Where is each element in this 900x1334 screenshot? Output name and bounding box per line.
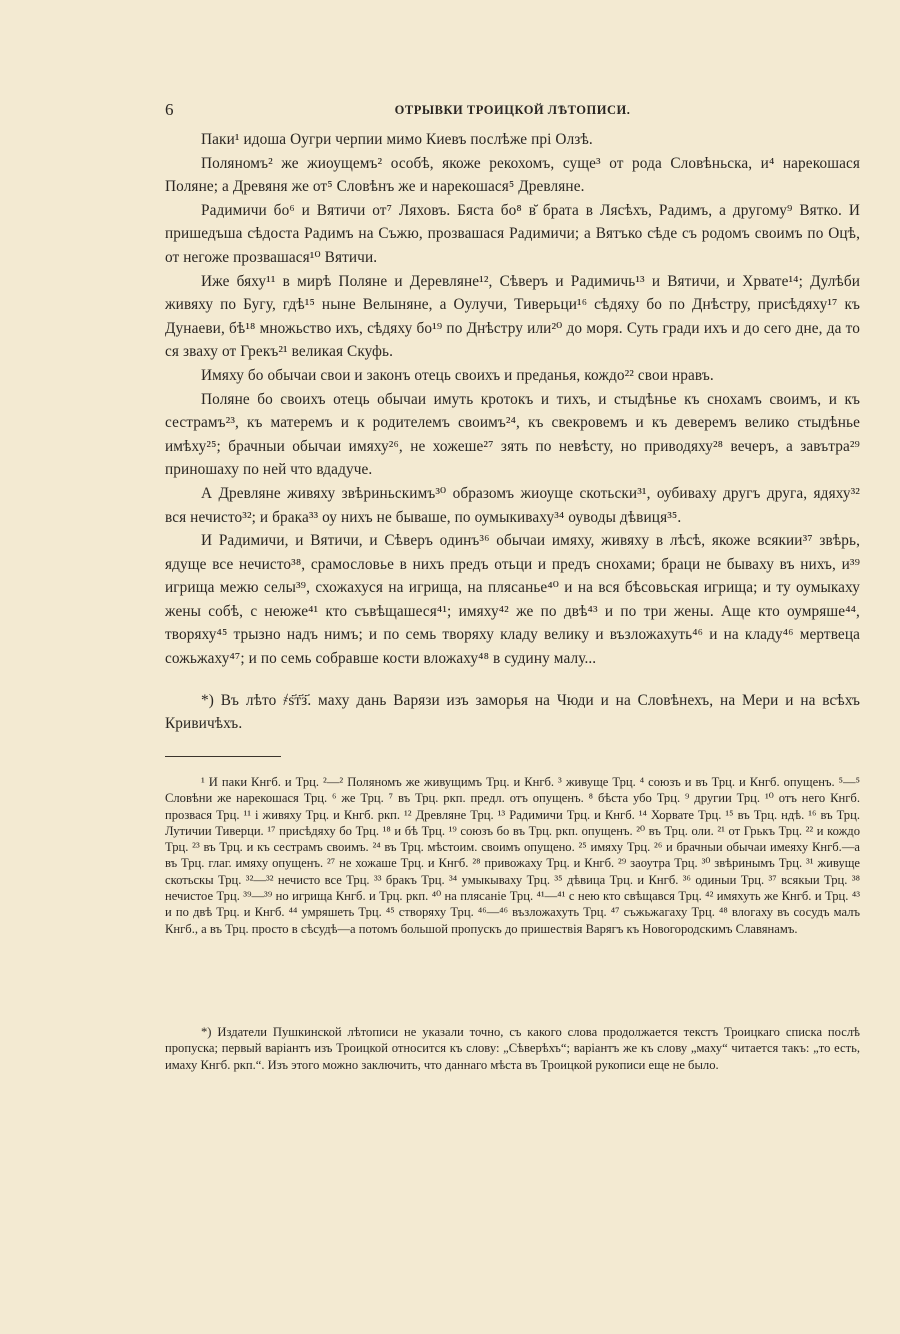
page-header — [165, 100, 860, 124]
paragraph: Радимичи бо⁶ и Вятичи от⁷ Ляховъ. Бяста бо⁸ в̆ брата в Лясѣхъ, Радимъ, а другому⁹ Вятко. И пришедъша сѣдоста Радимъ на Съжю, прозвашася Радимичи; а Вятъко сѣде съ родомъ своимъ по Оцѣ, от негоже прозвашася¹⁰ Вятичи. — [165, 201, 860, 266]
running-title: ОТРЫВКИ ТРОИЦКОЙ ЛѢТОПИСИ. — [394, 103, 631, 117]
chronicle-text — [165, 128, 860, 736]
paragraph: И Радимичи, и Вятичи, и Сѣверъ одинъ³⁶ обычаи имяху, живяху в лѣсѣ, якоже всякии³⁷ звѣрь, ядуще все нечисто³⁸, срамословье в нихъ предъ отьци и предъ снохами; браци не бываху въ нихъ, и³⁹ игрища межю селы³⁹, схожахуся на игрища, на плясанье⁴⁰ и на вся бѣсовьская игрища; и ту оумыкаху жены собѣ, с неюже⁴¹ кто съвѣщашеся⁴¹; имяху⁴² же по двѣ⁴³ и по три жены. Аще кто оумряше⁴⁴, творяху⁴⁵ трызно надъ нимъ; и по семь творяху кладу велику и възложахуть⁴⁶ и на кладу⁴⁶ мертвеца сожьжаху⁴⁷; и по семь собравше кости вложаху⁴⁸ в судину малу... — [165, 532, 860, 668]
paragraph: Иже бяху¹¹ в мирѣ Поляне и Деревляне¹², Сѣверъ и Радимичь¹³ и Вятичи, и Хрвате¹⁴; Дулѣби живяху по Бугу, гдѣ¹⁵ ныне Велыняне, а Оулучи, Тиверьци¹⁶ сѣдяху бо по Днѣстру, присѣдяху¹⁷ къ Дунаеви, бѣ¹⁸ множьство ихъ, сѣдяху бо¹⁹ по Днѣстру или²⁰ до моря. Суть гради ихъ и до сего дне, да то ся зваху от Грекъ²¹ великая Скуфь. — [165, 272, 860, 361]
footnotes — [165, 774, 860, 937]
paragraph: Поляне бо своихъ отець обычаи имуть кротокъ и тихъ, и стыдѣнье къ снохамъ своимъ, и къ сестрамъ²³, къ матеремъ и к родителемъ своимъ²⁴, къ свекровемъ и къ деверемъ велико стыдѣнье имѣху²⁵; брачныи обычаи имяху²⁶, не хожеше²⁷ зять по невѣсту, но приводяху²⁸ вечеръ, а завътра²⁹ приношаху по ней что вдадуче. — [165, 390, 860, 479]
page-number: 6 — [165, 100, 174, 119]
chronicle-note: *) Въ лѣто ҂ѕ҃т҃з҃. маху дань Варязи изъ заморья на Чюди и на Словѣнехъ, на Мери и на всѣхъ Кривичѣхъ. — [165, 691, 860, 733]
footnote-apparatus: ¹ И паки Кнгб. и Трц. ²—² Поляномъ же живущимъ Трц. и Кнгб. ³ живуще Трц. ⁴ союзъ и въ Трц. и Кнгб. опущенъ. ⁵—⁵ Словѣни же нарекошася Трц. ⁶ же Трц. ⁷ въ Трц. ркп. предл. отъ опущенъ. ⁸ бѣста убо Трц. ⁹ другии Трц. ¹⁰ отъ него Кнгб. прозвася Трц. ¹¹ і живяху Трц. и Кнгб. ркп. ¹² Древляне Трц. ¹³ Радимичи Трц. и Кнгб. ¹⁴ Хорвате Трц. ¹⁵ въ Трц. ндѣ. ¹⁶ въ Трц. Лутичии Тиверци. ¹⁷ присѣдяху бо Трц. ¹⁸ и бѣ Трц. ¹⁹ союзъ бо въ Трц. ркп. опущенъ. ²⁰ въ Трц. оли. ²¹ от Грькъ Трц. ²² и кождо Трц. ²³ въ Трц. и къ сестрамъ своимъ. ²⁴ въ Трц. мѣстоим. своимъ опущено. ²⁵ имяху Трц. ²⁶ и брачныи обычаи имеяху Кнгб.—а въ Трц. глаг. имяху опущенъ. ²⁷ не хожаше Трц. и Кнгб. ²⁸ привожаху Трц. и Кнгб. ²⁹ заоутра Трц. ³⁰ звѣринымъ Трц. ³¹ живуще скотьскы Трц. ³²—³² нечисто все Трц. ³³ бракъ Трц. ³⁴ умыкываху Трц. ³⁵ дѣвица Трц. и Кнгб. ³⁶ одиныи Трц. ³⁷ всякыи Трц. ³⁸ нечистое Трц. ³⁹—³⁹ но игрища Кнгб. и Трц. ркп. ⁴⁰ на плясаніе Трц. ⁴¹—⁴¹ с нею кто свѣщався Трц. ⁴² имяхуть же Кнгб. и Трц. ⁴³ и по двѣ Трц. и Кнгб. ⁴⁴ умряшеть Трц. ⁴⁵ створяху Трц. ⁴⁶—⁴⁶ възложахуть Трц. ⁴⁷ съжьжагаху Трц. ⁴⁸ влогаху въ сосудъ малъ Кнгб., а въ Трц. просто в сѣсудѣ—а потомъ большой пропускъ до пришествія Варягъ къ Новогородскимъ Славянамъ. — [165, 775, 860, 936]
paragraph: Паки¹ идоша Оугри черпии мимо Киевъ послѣже прі Олзѣ. — [201, 131, 593, 148]
paragraph: Имяху бо обычаи свои и законъ отець своихъ и преданья, кождо²² свои нравъ. — [201, 366, 714, 384]
paragraph: Поляномъ² же жиоущемъ² особѣ, якоже рекохомъ, суще³ от рода Словѣньска, и⁴ нарекошася Поляне; а Древяня же от⁵ Словѣнъ же и нарекошася⁵ Древляне. — [165, 154, 860, 196]
paragraph: А Древляне живяху звѣриньскимъ³⁰ образомъ жиоуще скотьски³¹, оубиваху другъ друга, ядяху³² вся нечисто³²; и брака³³ оу нихъ не бываше, по оумыкиваху³⁴ оуводы дѣвиця³⁵. — [165, 484, 860, 526]
editor-note: *) Издатели Пушкинской лѣтописи не указали точно, съ какого слова продолжается текстъ Троицкаго списка послѣ пропуска; первый варіантъ изъ Троицкой относится къ слову: „Сѣверѣхъ“; варіантъ же къ слову „маху“ читается такъ: „то есть, имаху Кнгб. ркп.“. Изъ этого можно заключить, что даннаго мѣста въ Троицкой рукописи еще не было. — [165, 1025, 860, 1072]
footnote-rule — [165, 756, 281, 757]
